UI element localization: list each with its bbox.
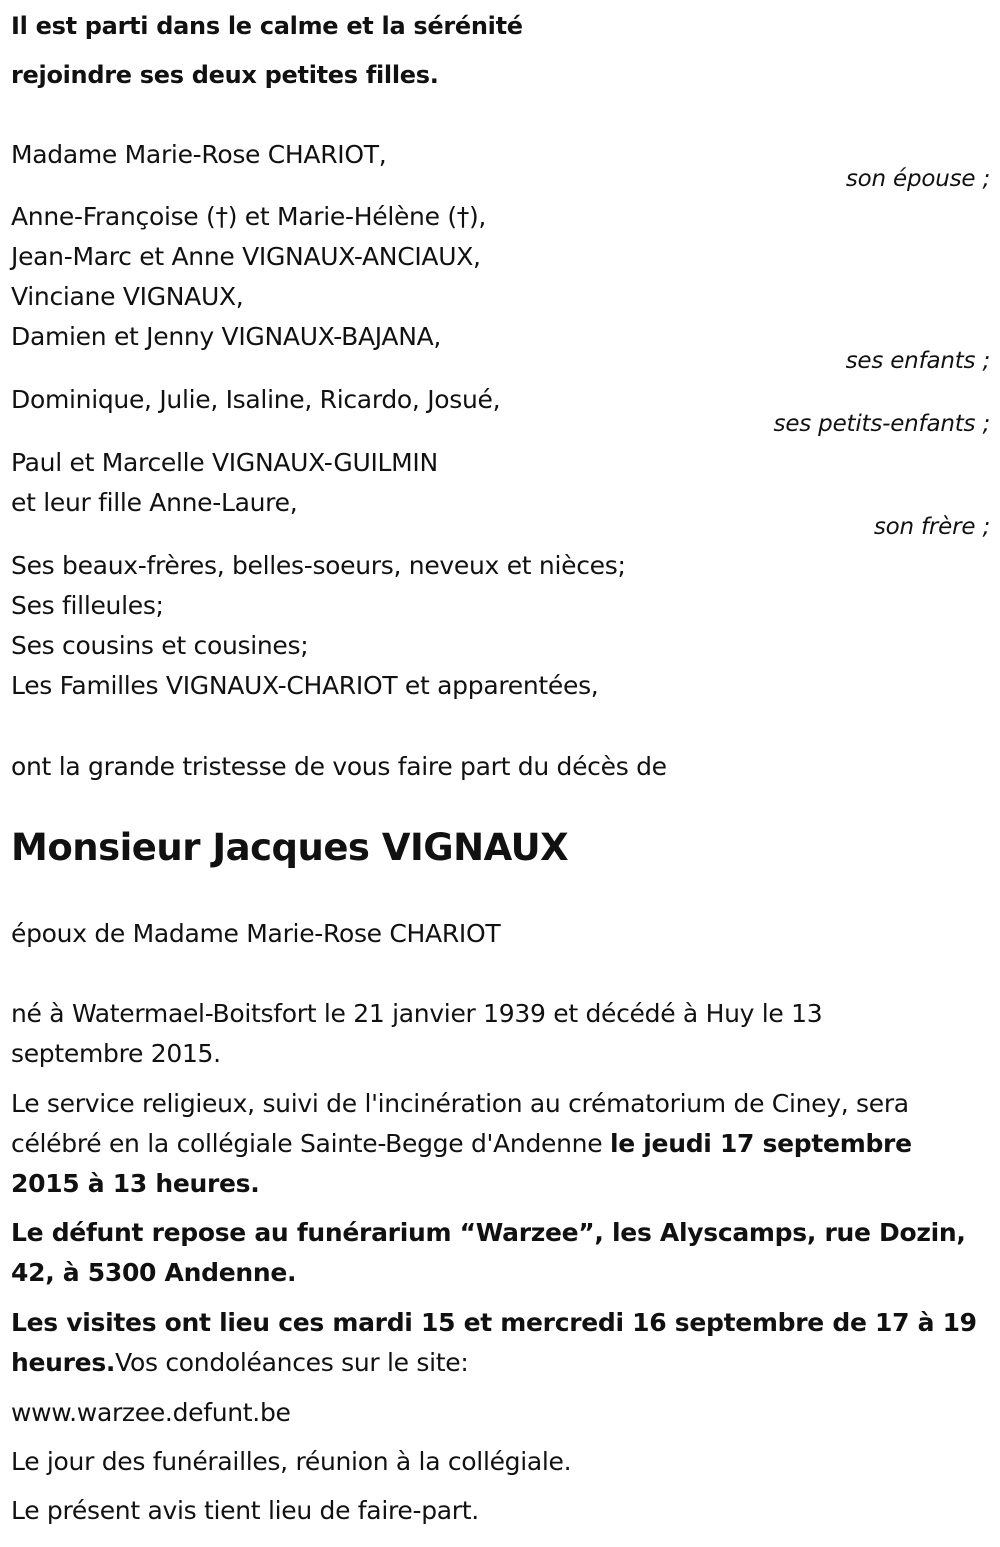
website-link[interactable]: www.warzee.defunt.be [11, 1398, 291, 1427]
visits-hours: heures. [11, 1348, 116, 1377]
service-line-2 [11, 1129, 912, 1159]
brother-role: son frère ; [873, 514, 990, 540]
service-time: 2015 à 13 heures. [11, 1169, 260, 1198]
rest-line-2: 42, à 5300 Andenne. [11, 1258, 297, 1287]
child-line: Vinciane VIGNAUX, [11, 282, 244, 311]
service-date: le jeudi 17 septembre [609, 1129, 912, 1158]
deceased-name: Monsieur Jacques VIGNAUX [11, 826, 569, 869]
wife-role: son épouse ; [845, 166, 990, 192]
condolences-text: Vos condoléances sur le site: [115, 1348, 469, 1377]
grandchildren-role: ses petits-enfants ; [773, 411, 990, 437]
relatives-line: Ses cousins et cousines; [11, 631, 309, 660]
brother-line: et leur fille Anne-Laure, [11, 488, 298, 517]
relatives-line: Les Familles VIGNAUX-CHARIOT et apparentées, [11, 671, 599, 700]
intro-line-1: Il est parti dans le calme et la sérénité [11, 12, 523, 40]
wife-name: Madame Marie-Rose CHARIOT, [11, 140, 387, 169]
relatives-line: Ses filleules; [11, 591, 164, 620]
relatives-line: Ses beaux-frères, belles-soeurs, neveux et nièces; [11, 551, 626, 580]
grandchildren-names: Dominique, Julie, Isaline, Ricardo, Josué, [11, 385, 501, 414]
birth-death-line: né à Watermael-Boitsfort le 21 janvier 1939 et décédé à Huy le 13 [11, 999, 823, 1028]
visits-line-1: Les visites ont lieu ces mardi 15 et mercredi 16 septembre de 17 à 19 [11, 1308, 977, 1337]
child-line: Anne-Françoise (†) et Marie-Hélène (†), [11, 202, 487, 231]
children-role: ses enfants ; [845, 348, 990, 374]
visits-line-2 [11, 1348, 468, 1378]
birth-death-line: septembre 2015. [11, 1039, 221, 1068]
child-line: Damien et Jenny VIGNAUX-BAJANA, [11, 322, 442, 351]
child-line: Jean-Marc et Anne VIGNAUX-ANCIAUX, [11, 242, 481, 271]
service-location: célébré en la collégiale Sainte-Begge d'Andenne [11, 1129, 610, 1158]
spouse-line: époux de Madame Marie-Rose CHARIOT [11, 919, 501, 948]
rest-line-1: Le défunt repose au funérarium “Warzee”, les Alyscamps, rue Dozin, [11, 1218, 966, 1247]
brother-line: Paul et Marcelle VIGNAUX-GUILMIN [11, 448, 438, 477]
intro-line-2: rejoindre ses deux petites filles. [11, 61, 439, 89]
service-line-1: Le service religieux, suivi de l'incinération au crématorium de Ciney, sera [11, 1089, 909, 1118]
funeral-day-note: Le jour des funérailles, réunion à la collégiale. [11, 1447, 572, 1476]
closing-note: Le présent avis tient lieu de faire-part. [11, 1496, 479, 1525]
announcement-text: ont la grande tristesse de vous faire part du décès de [11, 752, 667, 781]
